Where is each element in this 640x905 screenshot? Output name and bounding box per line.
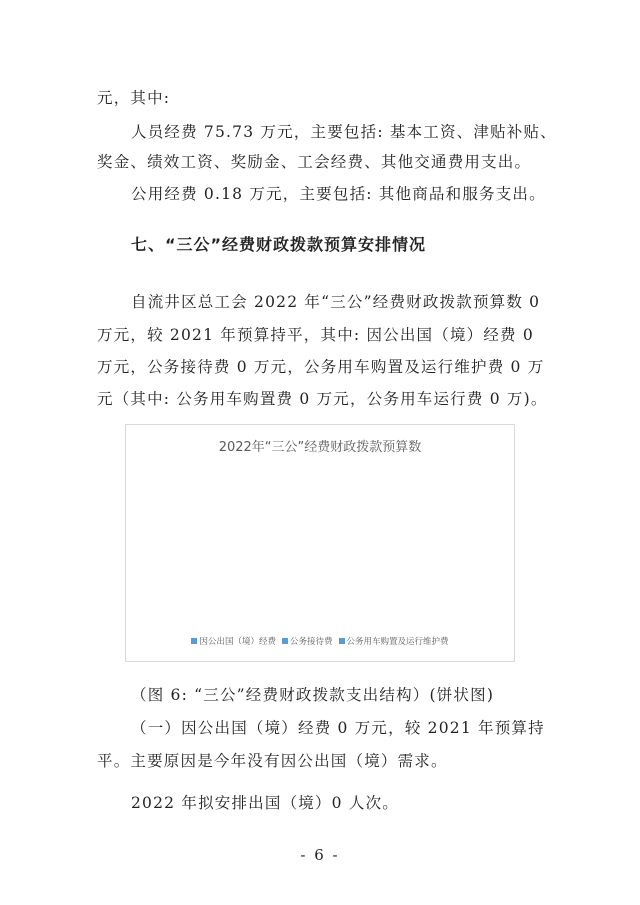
budget-line-4: 公用经费 0.18 万元，主要包括: 其他商品和服务支出。 [131, 185, 546, 203]
sub-line-1: （一）因公出国（境）经费 0 万元，较 2021 年预算持 [131, 719, 545, 737]
legend-label: 因公出国（境）经费 [199, 637, 276, 647]
budget-line-1: 元，其中: [97, 89, 171, 107]
legend-swatch-icon [282, 638, 288, 644]
paragraph-line-1: 自流井区总工会 2022 年“三公”经费财政拨款预算数 0 [131, 293, 541, 311]
legend-swatch-icon [191, 638, 197, 644]
paragraph-line-4: 元（其中: 公务用车购置费 0 万元，公务用车运行费 0 万)。 [97, 390, 548, 408]
legend-item [339, 635, 449, 647]
paragraph-line-3: 万元，公务接待费 0 万元，公务用车购置及运行维护费 0 万 [97, 358, 545, 376]
budget-line-3: 奖金、绩效工资、奖励金、工会经费、其他交通费用支出。 [97, 153, 532, 171]
legend-swatch-icon [339, 638, 345, 644]
sub-line-3: 2022 年拟安排出国（境）0 人次。 [131, 794, 399, 812]
chart-title: 2022年“三公”经费财政拨款预算数 [218, 440, 422, 455]
pie-chart [125, 424, 515, 662]
legend-label: 公务接待费 [289, 637, 333, 647]
paragraph-line-2: 万元，较 2021 年预算持平，其中: 因公出国（境）经费 0 [97, 326, 534, 344]
legend-item [191, 635, 276, 647]
chart-legend [126, 635, 514, 647]
page-number: - 6 - [300, 846, 340, 864]
section-heading: 七、“三公”经费财政拨款预算安排情况 [131, 235, 427, 254]
legend-item [282, 635, 333, 647]
sub-line-2: 平。主要原因是今年没有因公出国（境）需求。 [97, 752, 448, 770]
legend-label: 公务用车购置及运行维护费 [346, 637, 449, 647]
budget-line-2: 人员经费 75.73 万元，主要包括: 基本工资、津贴补贴、 [131, 123, 557, 141]
figure-caption: （图 6: “三公”经费财政拨款支出结构）(饼状图) [131, 686, 495, 704]
